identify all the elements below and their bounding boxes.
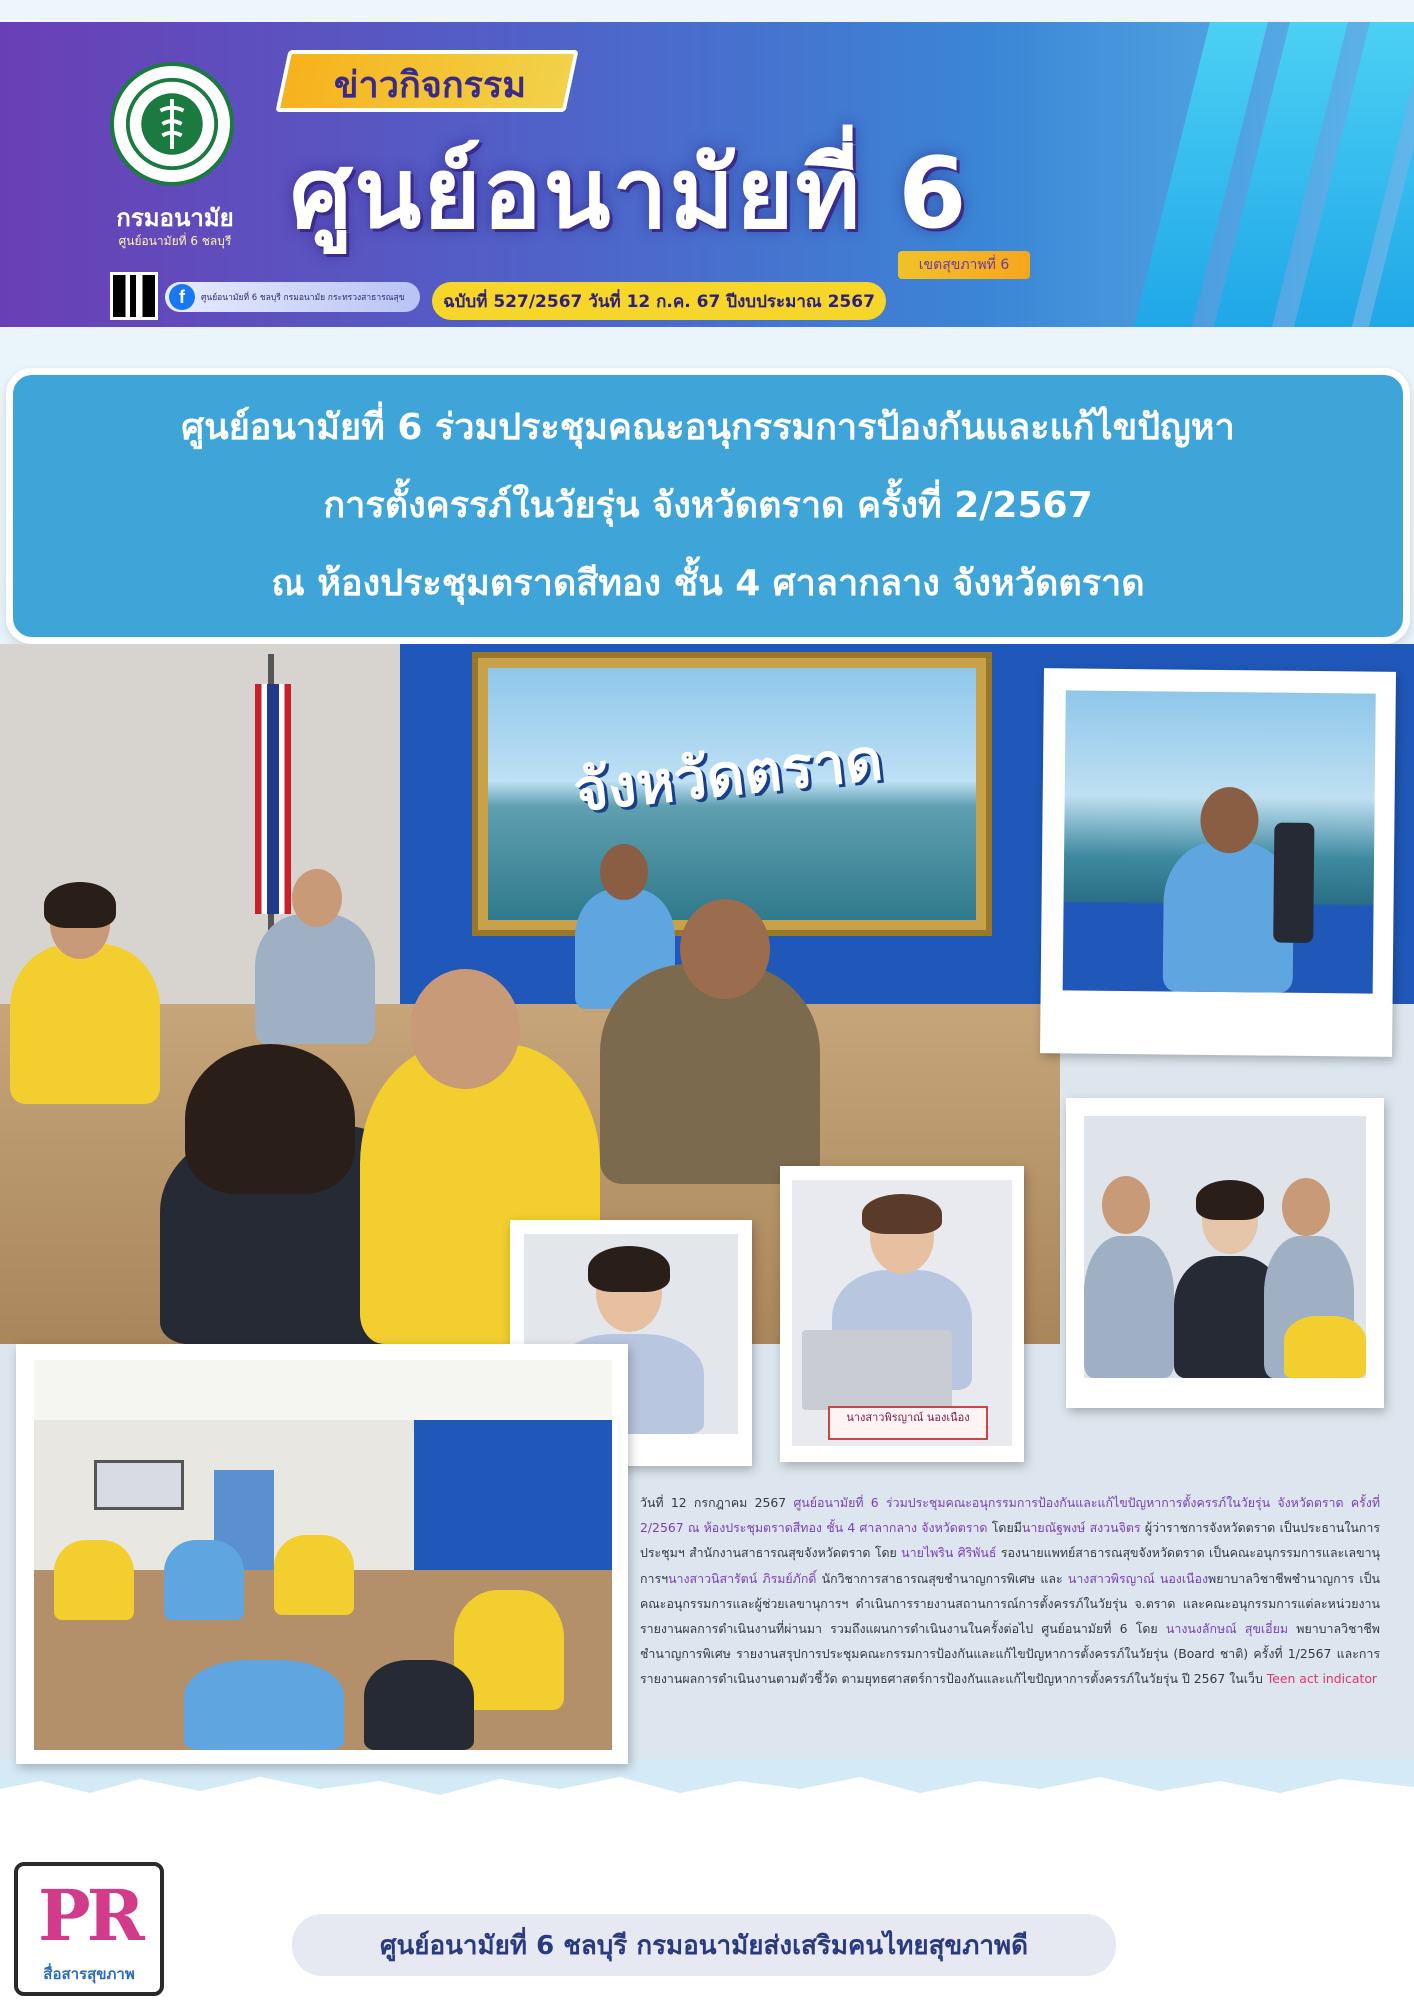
pr-logo-icon xyxy=(14,1862,164,1996)
article-body xyxy=(640,1490,1380,1692)
headline-line-1: ศูนย์อนามัยที่ 6 ร่วมประชุมคณะอนุกรรมการป้องกันและแก้ไขปัญหา xyxy=(181,407,1235,448)
article-event: ศูนย์อนามัยที่ 6 ร่วมประชุมคณะอนุกรรมการป้องกันและแก้ไขปัญหาการตั้งครรภ์ในวัยรุ่น จังหวัดตราด ครั้งที่ 2/2567 ณ ห้องประชุมตราดสีทอง ชั้น 4 ศาลากลาง จังหวัดตราด xyxy=(640,1495,1380,1536)
facebook-page-name: ศูนย์อนามัยที่ 6 ชลบุรี กรมอนามัย กระทรวงสาธารณสุข xyxy=(201,293,405,303)
pr-logo-caption: สื่อสารสุขภาพ xyxy=(43,1965,135,1983)
department-name: กรมอนามัย xyxy=(116,204,234,232)
province-picture xyxy=(472,652,992,936)
person-deputy: นายไพริน ศิริพันธ์ xyxy=(901,1545,997,1561)
region-badge: เขตสุขภาพที่ 6 xyxy=(898,251,1030,279)
facebook-icon: f xyxy=(169,284,195,310)
ministry-seal-icon xyxy=(110,62,234,186)
person-nongluck: นางนงลักษณ์ สุขเอี่ยม xyxy=(1165,1621,1289,1637)
page-title: ศูนย์อนามัยที่ 6 xyxy=(290,137,969,251)
thai-flag xyxy=(255,684,291,914)
headline-line-2: การตั้งครรภ์ในวัยรุ่น จังหวัดตราด ครั้งที่ 2/2567 xyxy=(323,485,1093,526)
footer-slogan: ศูนย์อนามัยที่ 6 ชลบุรี กรมอนามัยส่งเสริมคนไทยสุขภาพดี xyxy=(292,1914,1116,1976)
facebook-link[interactable] xyxy=(165,282,420,312)
article-text: โดยมี xyxy=(987,1520,1022,1536)
province-sign: จังหวัดตราด xyxy=(570,724,886,826)
headline-line-3: ณ ห้องประชุมตราดสีทอง ชั้น 4 ศาลากลาง จังหวัดตราด xyxy=(271,563,1145,604)
photo-participants-group xyxy=(1066,1098,1384,1408)
headline-box xyxy=(6,368,1410,644)
name-plate: นางสาวพิรญาณ์ นองเนือง xyxy=(828,1406,988,1440)
qr-code-icon[interactable] xyxy=(110,272,158,320)
issue-info: ฉบับที่ 527/2567 วันที่ 12 ก.ค. 67 ปีงบประมาณ 2567 xyxy=(432,282,886,320)
pr-logo-text: PR xyxy=(38,1874,141,1957)
photo-meeting-room xyxy=(16,1344,628,1764)
person-nisarat: นางสาวนิสารัตน์ ภิรมย์ภักดิ์ xyxy=(668,1570,817,1586)
department-subtitle: ศูนย์อนามัยที่ 6 ชลบุรี xyxy=(118,234,232,248)
article-text: พยาบาลวิชาชีพชำนาญการพิเศษ รายงานสรุปการประชุมคณะกรรมการป้องกันและแก้ไขปัญหาการตั้งครรภ์ในวัยรุ่น (Board ชาติ) ครั้งที่ 1/2567 และการรายงานผลการดำเนินงานตามตัวชี้วัด ตามยุทธศาสตร์การป้องกันและแก้ไขปัญหาการตั้งครรภ์ในวัยรุ่น ปี 2567 ในเว็บ xyxy=(640,1621,1380,1687)
photo-chairperson xyxy=(1040,668,1396,1057)
article-text: รองนายแพทย์สาธารณสุขจังหวัดตราด เป็นคณะอนุกรรมการและเลขานุการฯ xyxy=(640,1545,1381,1586)
person-governor: นายณัฐพงษ์ สงวนจิตร xyxy=(1021,1520,1141,1536)
article-text: พยาบาลวิชาชีพชำนาญการ เป็นคณะอนุกรรมการและผู้ช่วยเลขานุการฯ ดำเนินการรายงานสถานการณ์การตั้งครรภ์ในวัยรุ่น จ.ตราด และคณะอนุกรรมการแต่ละหน่วยงานรายงานผลการดำเนินงานที่ผ่านมา รวมถึงแผนการดำเนินงานในครั้งต่อไป ศูนย์อนามัยที่ 6 โดย xyxy=(640,1570,1380,1637)
article-text: นักวิชาการสาธารณสุขชำนาญการพิเศษ และ xyxy=(816,1570,1068,1586)
article-date: วันที่ 12 กรกฎาคม 2567 xyxy=(640,1495,794,1510)
article-text: ผู้ว่าราชการจังหวัดตราด เป็นประธานในการประชุมฯ สำนักงานสาธารณสุขจังหวัดตราด โดย xyxy=(640,1520,1380,1561)
photo-presenter-laptop xyxy=(780,1166,1024,1462)
news-tag: ข่าวกิจกรรม xyxy=(333,65,527,106)
person-piraya: นางสาวพิรญาณ์ นองเนือง xyxy=(1067,1570,1209,1586)
teen-act-indicator-link[interactable]: Teen act indicator xyxy=(1266,1671,1377,1687)
